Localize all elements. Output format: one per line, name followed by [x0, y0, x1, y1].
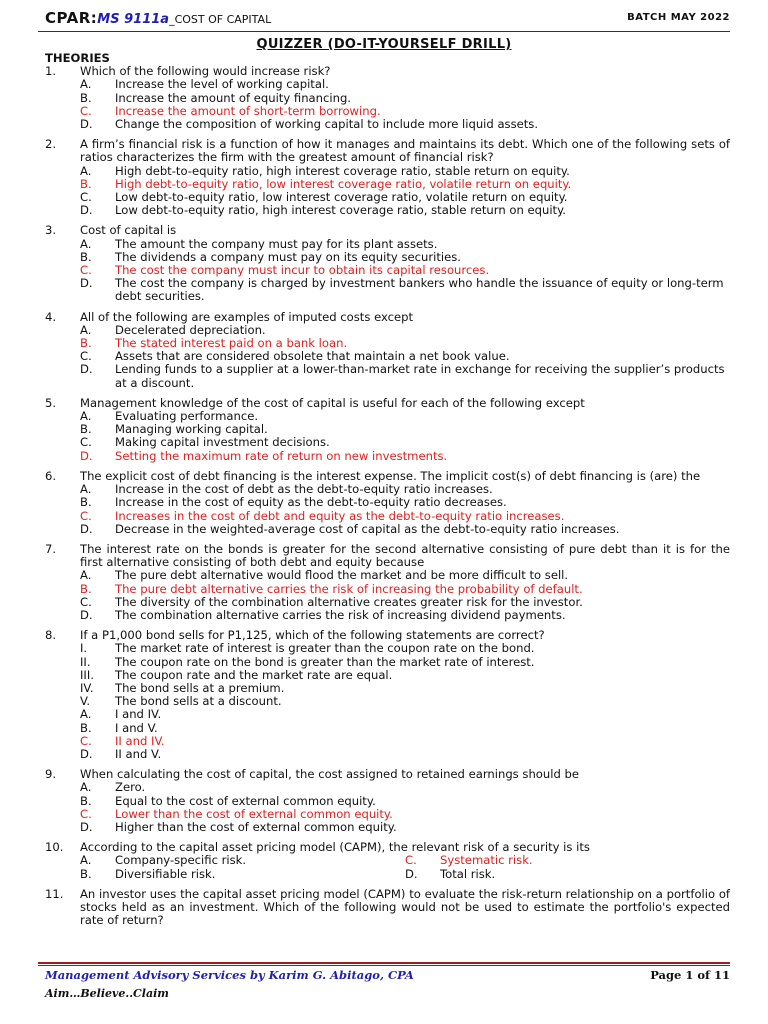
answer-option [80, 722, 730, 735]
answer-option [80, 277, 730, 303]
option-text: Setting the maximum rate of return on new investments. [115, 448, 448, 463]
option-letter: V. [80, 694, 91, 709]
option-text: Lending funds to a supplier at a lower-than-market rate in exchange for receiving the supplier’s products at a discount. [115, 362, 725, 390]
option-text: Increase the amount of equity financing. [115, 90, 351, 105]
question-stem: The interest rate on the bonds is greater for the second alternative consisting of pure debt than it is for the first alternative consisting of both debt and equity because [80, 541, 730, 570]
option-letter: B. [80, 249, 92, 264]
option-letter: II. [80, 654, 91, 669]
option-text: The diversity of the combination alternative creates greater risk for the investor. [115, 594, 583, 609]
batch-label: BATCH MAY 2022 [627, 12, 730, 23]
option-letter: I. [80, 641, 88, 656]
option-letter: B. [80, 336, 92, 351]
question-stem: A firm’s financial risk is a function of how it manages and maintains its debt. Which one of the following sets of ratios characterizes the firm with the greatest amount of financial risk? [80, 137, 730, 165]
answer-option [80, 695, 730, 708]
answer-option [80, 523, 730, 536]
option-letter: D. [80, 448, 93, 463]
option-text: Lower than the cost of external common equity. [115, 806, 393, 821]
section-heading: THEORIES [45, 51, 110, 65]
answer-option [80, 450, 730, 463]
question-number: 6. [45, 468, 57, 483]
option-letter: A. [80, 163, 92, 178]
question-stem: When calculating the cost of capital, the cost assigned to retained earnings should be [80, 767, 579, 782]
option-text: Increase in the cost of equity as the debt-to-equity ratio decreases. [115, 495, 507, 510]
answer-option [80, 363, 730, 389]
cpar-logo: CPAR [45, 9, 91, 27]
question-item [45, 224, 730, 303]
option-text: The stated interest paid on a bank loan. [115, 336, 348, 351]
option-text: Low debt-to-equity ratio, high interest coverage ratio, stable return on equity. [115, 203, 566, 218]
option-letter: B. [80, 793, 92, 808]
option-text: Total risk. [440, 866, 496, 881]
question-number: 1. [45, 64, 57, 79]
option-letter: C. [80, 806, 92, 821]
option-text: Diversifiable risk. [115, 866, 216, 881]
option-letter: A. [80, 853, 92, 868]
option-text: Increase the level of working capital. [115, 77, 329, 92]
option-text: I and V. [115, 720, 158, 735]
question-item [45, 888, 730, 928]
question-number: 9. [45, 767, 57, 782]
option-letter: C. [80, 190, 92, 205]
option-letter: A. [80, 77, 92, 92]
question-stem: If a P1,000 bond sells for P1,125, which of the following statements are correct? [80, 628, 545, 643]
option-letter: C. [80, 435, 92, 450]
option-letter: B. [80, 720, 92, 735]
option-text: The coupon rate on the bond is greater than the market rate of interest. [115, 654, 535, 669]
option-letter: A. [80, 322, 92, 337]
question-item [45, 65, 730, 131]
option-text: The amount the company must pay for its plant assets. [115, 236, 438, 251]
question-stem: Cost of capital is [80, 223, 177, 238]
option-text: Systematic risk. [440, 853, 533, 868]
question-number: 11. [45, 886, 64, 901]
option-letter: B. [80, 866, 92, 881]
question-item [45, 543, 730, 622]
page-header [45, 8, 730, 30]
question-stem: All of the following are examples of imputed costs except [80, 309, 414, 324]
question-stem: Which of the following would increase risk? [80, 64, 331, 79]
course-code: MS 9111a [97, 12, 170, 27]
option-letter: A. [80, 707, 92, 722]
option-text: The bond sells at a premium. [115, 680, 285, 695]
option-letter: D. [80, 521, 93, 536]
option-letter: C. [80, 349, 92, 364]
option-text: High debt-to-equity ratio, low interest coverage ratio, volatile return on equity. [115, 176, 572, 191]
footer-rule-thin [38, 965, 730, 966]
option-text: Higher than the cost of external common equity. [115, 819, 397, 834]
option-text: The cost the company is charged by investment bankers who handle the issuance of equity or long-term debt securities. [115, 276, 724, 304]
question-stem: According to the capital asset pricing model (CAPM), the relevant risk of a security is its [80, 840, 590, 855]
footer-motto: Aim…Believe..Claim [45, 987, 169, 1000]
question-stem: The explicit cost of debt financing is the interest expense. The implicit cost(s) of debt financing is (are) the [80, 468, 701, 483]
page-number: Page 1 of 11 [650, 968, 730, 982]
option-text: The combination alternative carries the risk of increasing dividend payments. [115, 607, 566, 622]
option-text: Evaluating performance. [115, 409, 259, 424]
option-letter: C. [80, 594, 92, 609]
option-letter: D. [80, 203, 93, 218]
answer-option [80, 204, 730, 217]
option-letter: A. [80, 409, 92, 424]
question-item [45, 629, 730, 761]
footer-rule [38, 962, 730, 964]
question-item [45, 768, 730, 834]
option-letter: D. [80, 362, 93, 377]
option-letter: C. [80, 263, 92, 278]
option-letter: A. [80, 482, 92, 497]
question-list [45, 52, 730, 934]
option-letter: B. [80, 495, 92, 510]
footer-author: Management Advisory Services by Karim G. Abitago, CPA [45, 968, 414, 982]
option-letter: A. [80, 568, 92, 583]
header-rule [38, 31, 730, 32]
questions-container [45, 65, 730, 927]
page-title: QUIZZER (DO-IT-YOURSELF DRILL) [256, 37, 512, 52]
answer-option [80, 708, 730, 721]
question-number: 7. [45, 541, 57, 556]
option-letter: B. [80, 176, 92, 191]
option-row [80, 868, 730, 881]
question-number: 3. [45, 223, 57, 238]
option-text: The cost the company must incur to obtain its capital resources. [115, 263, 490, 278]
answer-option [80, 609, 730, 622]
option-text: Increase in the cost of debt as the debt-to-equity ratio increases. [115, 482, 493, 497]
option-text: Decrease in the weighted-average cost of capital as the debt-to-equity ratio increases. [115, 521, 620, 536]
answer-option [80, 748, 730, 761]
option-letter: C. [80, 103, 92, 118]
question-number: 2. [45, 137, 57, 152]
option-text: Making capital investment decisions. [115, 435, 330, 450]
option-text: Decelerated depreciation. [115, 322, 266, 337]
option-letter: B. [80, 90, 92, 105]
option-letter: D. [80, 746, 93, 761]
option-letter: B. [80, 422, 92, 437]
option-text: The pure debt alternative would flood the market and be more difficult to sell. [115, 568, 569, 583]
question-item [45, 138, 730, 217]
option-text: Increase the amount of short-term borrowing. [115, 103, 381, 118]
header-separator: : [90, 9, 98, 27]
option-letter: C. [80, 733, 92, 748]
option-text: The dividends a company must pay on its equity securities. [115, 249, 461, 264]
option-text: The pure debt alternative carries the risk of increasing the probability of default. [115, 581, 583, 596]
option-letter: D. [80, 117, 93, 132]
course-subject: _COST OF CAPITAL [169, 13, 272, 26]
option-text: Company-specific risk. [115, 853, 247, 868]
option-text: High debt-to-equity ratio, high interest coverage ratio, stable return on equity. [115, 163, 570, 178]
question-number: 5. [45, 395, 57, 410]
question-item [45, 397, 730, 463]
option-text: Managing working capital. [115, 422, 268, 437]
answer-option [80, 735, 730, 748]
option-text: The market rate of interest is greater than the coupon rate on the bond. [115, 641, 535, 656]
option-letter: D. [80, 819, 93, 834]
option-text: II and IV. [115, 733, 165, 748]
option-letter: III. [80, 667, 94, 682]
option-text: The coupon rate and the market rate are equal. [115, 667, 393, 682]
option-letter: B. [80, 581, 92, 596]
question-number: 10. [45, 840, 64, 855]
option-text: The bond sells at a discount. [115, 694, 282, 709]
option-letter: C. [80, 508, 92, 523]
option-text: Low debt-to-equity ratio, low interest coverage ratio, volatile return on equity. [115, 190, 568, 205]
question-item [45, 841, 730, 881]
option-text: I and IV. [115, 707, 162, 722]
question-stem: Management knowledge of the cost of capital is useful for each of the following except [80, 395, 585, 410]
option-letter: A. [80, 236, 92, 251]
question-number: 4. [45, 309, 57, 324]
answer-option [405, 868, 730, 881]
question-item [45, 470, 730, 536]
option-letter: D. [405, 866, 418, 881]
question-stem: An investor uses the capital asset pricing model (CAPM) to evaluate the risk-return relationship on a portfolio of stocks held as an investment. Which of the following would not be used to estimate the portfolio's expected rate of return? [80, 886, 730, 928]
question-number: 8. [45, 628, 57, 643]
answer-option [80, 118, 730, 131]
question-item [45, 311, 730, 390]
option-letter: A. [80, 780, 92, 795]
option-text: Zero. [115, 780, 146, 795]
option-text: Change the composition of working capital to include more liquid assets. [115, 117, 539, 132]
option-letter: D. [80, 607, 93, 622]
option-text: II and V. [115, 746, 162, 761]
option-text: Assets that are considered obsolete that maintain a net book value. [115, 349, 510, 364]
answer-option [80, 821, 730, 834]
option-text: Increases in the cost of debt and equity as the debt-to-equity ratio increases. [115, 508, 565, 523]
option-letter: D. [80, 276, 93, 291]
answer-option [80, 868, 405, 881]
option-letter: IV. [80, 680, 94, 695]
option-letter: C. [405, 853, 417, 868]
option-text: Equal to the cost of external common equity. [115, 793, 376, 808]
